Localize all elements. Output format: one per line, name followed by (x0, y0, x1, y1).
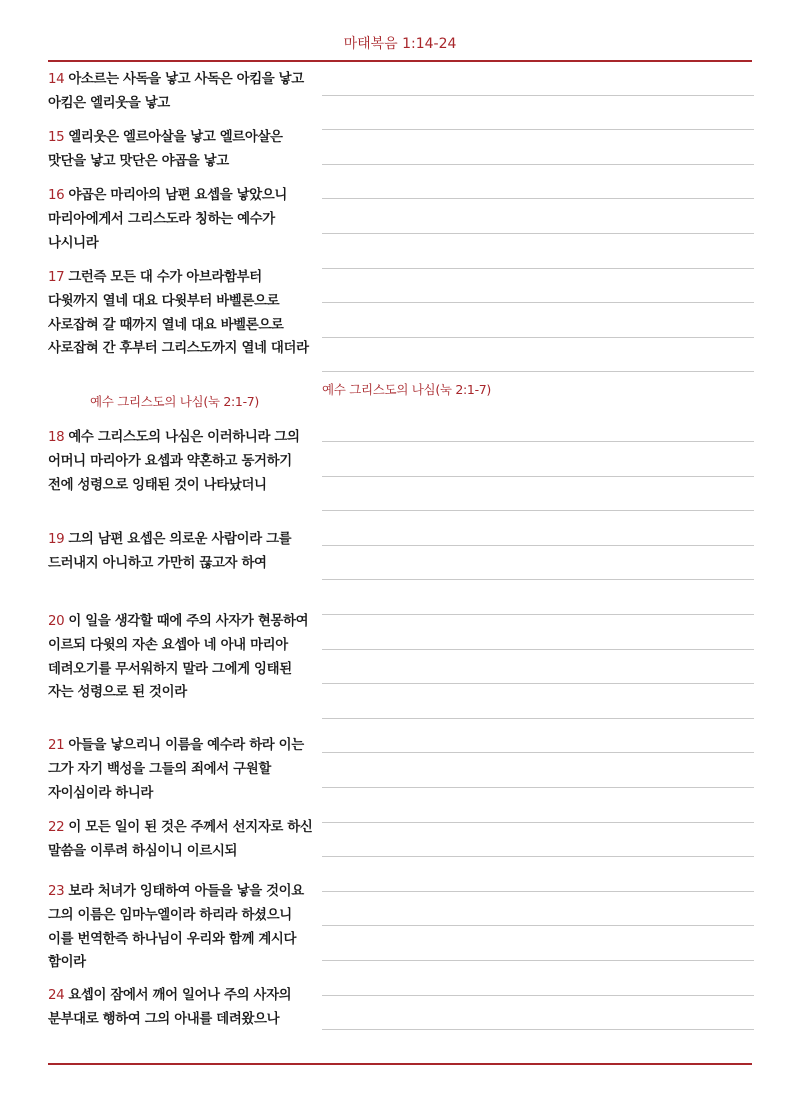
note-line (322, 476, 754, 477)
note-line (322, 233, 754, 234)
note-line (322, 683, 754, 684)
verse-text: 그의 남편 요셉은 의로운 사람이라 그를 드러내지 아니하고 가만히 끊고자 하여 (48, 532, 292, 571)
note-line (322, 891, 754, 892)
section-title: 예수 그리스도의 나심(눅 2:1-7) (90, 394, 260, 409)
page-title: 마태복음 1:14-24 (343, 36, 457, 52)
note-line (322, 856, 754, 857)
note-line (322, 129, 754, 130)
note-line (322, 995, 754, 996)
verse (48, 528, 314, 576)
verse-text: 이 일을 생각할 때에 주의 사자가 현몽하여 이르되 다윗의 자손 요셉아 네 아내 마리아 데려오기를 무서워하지 말라 그에게 잉태된 자는 성령으로 된 것이라 (48, 614, 309, 701)
note-line (322, 960, 754, 961)
verse-number: 16 (48, 188, 65, 203)
verse (48, 984, 314, 1032)
verse (48, 126, 314, 174)
verse-text: 보라 처녀가 잉태하여 아들을 낳을 것이요 그의 이름은 임마누엘이라 하리라 하셨으니 이를 번역한즉 하나님이 우리와 함께 계시다 함이라 (48, 884, 304, 971)
verse-number: 23 (48, 884, 65, 899)
note-line (322, 302, 754, 303)
verse (48, 68, 314, 116)
verse-number: 18 (48, 430, 65, 445)
verse-number: 19 (48, 532, 65, 547)
note-line (322, 1029, 754, 1030)
verse-text: 엘리웃은 엘르아살을 낳고 엘르아살은 맛단을 낳고 맛단은 야곱을 낳고 (48, 130, 283, 169)
note-line (322, 337, 754, 338)
note-line (322, 752, 754, 753)
verse-text: 아소르는 사독을 낳고 사독은 아킴을 낳고 아킴은 엘리웃을 낳고 (48, 72, 304, 111)
verse (48, 734, 314, 805)
note-line (322, 718, 754, 719)
note-line (322, 441, 754, 442)
verse-number: 20 (48, 614, 65, 629)
verse-number: 15 (48, 130, 65, 145)
note-line (322, 614, 754, 615)
note-line (322, 198, 754, 199)
verse (48, 880, 314, 975)
footer-rule (48, 1063, 752, 1065)
verse-number: 22 (48, 820, 65, 835)
note-line (322, 164, 754, 165)
verse (48, 184, 314, 255)
verse (48, 426, 314, 497)
note-line (322, 545, 754, 546)
verse (48, 816, 314, 864)
verse-number: 24 (48, 988, 65, 1003)
note-line (322, 787, 754, 788)
verse-text: 야곱은 마리아의 남편 요셉을 낳았으니 마리아에게서 그리스도라 칭하는 예수가 나시니라 (48, 188, 287, 251)
verse (48, 610, 314, 705)
note-line (322, 579, 754, 580)
note-lines (322, 0, 754, 1116)
verse-text: 아들을 낳으리니 이름을 예수라 하라 이는 그가 자기 백성을 그들의 죄에서 구원할 자이심이라 하니라 (48, 738, 304, 801)
verse-number: 14 (48, 72, 65, 87)
verse-text: 그런즉 모든 대 수가 아브라함부터 다윗까지 열네 대요 다윗부터 바벨론으로 사로잡혀 갈 때까지 열네 대요 바벨론으로 사로잡혀 간 후부터 그리스도까지 열네 대더라 (48, 270, 309, 357)
note-line (322, 95, 754, 96)
verse-text: 이 모든 일이 된 것은 주께서 선지자로 하신 말씀을 이루려 하심이니 이르시되 (48, 820, 313, 859)
note-line (322, 510, 754, 511)
verse-number: 21 (48, 738, 65, 753)
verse-number: 17 (48, 270, 65, 285)
verse (48, 266, 314, 361)
verse-text: 요셉이 잠에서 깨어 일어나 주의 사자의 분부대로 행하여 그의 아내를 데려왔으나 (48, 988, 292, 1027)
note-line (322, 925, 754, 926)
verse-text: 예수 그리스도의 나심은 이러하니라 그의 어머니 마리아가 요셉과 약혼하고 동거하기 전에 성령으로 잉태된 것이 나타났더니 (48, 430, 300, 493)
note-line (322, 649, 754, 650)
note-line (322, 371, 754, 372)
note-line (322, 822, 754, 823)
right-section-title: 예수 그리스도의 나심(눅 2:1-7) (322, 382, 492, 397)
note-line (322, 268, 754, 269)
